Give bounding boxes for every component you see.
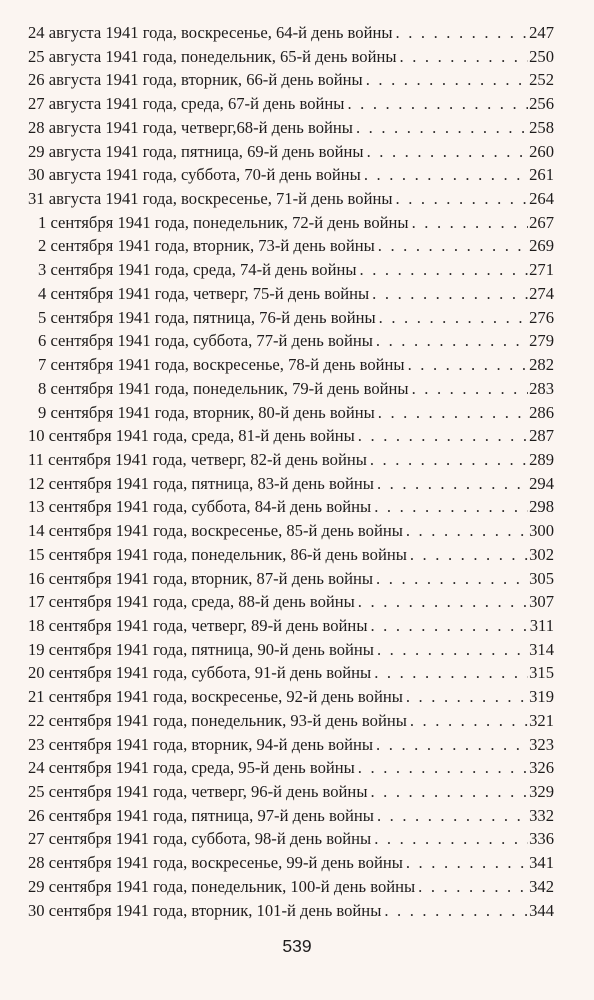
toc-entry-label: 27 августа 1941 года, среда, 67-й день войны bbox=[28, 94, 345, 114]
toc-entry bbox=[28, 804, 554, 828]
toc-entry-page: 326 bbox=[529, 758, 554, 778]
toc-dot-leader bbox=[408, 353, 529, 377]
toc-dot-leader bbox=[360, 258, 529, 282]
toc-dot-leader bbox=[358, 590, 528, 614]
toc-dot-leader bbox=[347, 92, 528, 116]
toc-entry-page: 252 bbox=[529, 70, 554, 90]
toc-entry bbox=[28, 424, 554, 448]
toc-entry-page: 282 bbox=[529, 355, 554, 375]
toc-entry bbox=[28, 377, 554, 401]
toc-entry-label: 28 сентября 1941 года, воскресенье, 99-й день войны bbox=[28, 853, 403, 873]
toc-entry-label: 3 сентября 1941 года, среда, 74-й день войны bbox=[38, 260, 357, 280]
toc-entry bbox=[28, 401, 554, 425]
toc-dot-leader bbox=[412, 211, 529, 235]
toc-entry bbox=[28, 519, 554, 543]
toc-entry bbox=[28, 68, 554, 92]
toc-dot-leader bbox=[406, 851, 528, 875]
toc-dot-leader bbox=[379, 306, 528, 330]
toc-dot-leader bbox=[370, 614, 528, 638]
toc-entry-page: 342 bbox=[529, 876, 554, 896]
toc-entry-page: 302 bbox=[529, 544, 554, 564]
toc-entry-page: 283 bbox=[529, 378, 554, 398]
toc-entry-label: 5 сентября 1941 года, пятница, 76-й день войны bbox=[38, 307, 376, 327]
toc-entry bbox=[28, 756, 554, 780]
toc-entry-page: 276 bbox=[529, 307, 554, 327]
toc-entry bbox=[28, 614, 554, 638]
toc-entry-page: 258 bbox=[529, 117, 554, 137]
toc-entry bbox=[28, 306, 554, 330]
toc-entry-page: 279 bbox=[529, 331, 554, 351]
toc-entry-page: 311 bbox=[529, 615, 554, 635]
toc-entry-label: 18 сентября 1941 года, четверг, 89-й день войны bbox=[28, 615, 368, 635]
toc-entry bbox=[28, 590, 554, 614]
toc-dot-leader bbox=[377, 638, 528, 662]
toc-entry-page: 329 bbox=[529, 782, 554, 801]
toc-dot-leader bbox=[378, 234, 528, 258]
toc-entry bbox=[28, 140, 554, 164]
toc-entry-page: 250 bbox=[529, 46, 554, 66]
toc-entry bbox=[28, 733, 554, 757]
toc-dot-leader bbox=[418, 875, 528, 899]
toc-entry-page: 300 bbox=[529, 521, 554, 541]
toc-entry-page: 323 bbox=[529, 734, 554, 754]
toc-entry-page: 289 bbox=[529, 449, 554, 469]
toc-dot-leader bbox=[366, 68, 528, 92]
toc-entry bbox=[28, 448, 554, 472]
toc-dot-leader bbox=[384, 899, 528, 923]
toc-entry bbox=[28, 899, 554, 923]
toc-entry-label: 7 сентября 1941 года, воскресенье, 78-й день войны bbox=[38, 355, 405, 375]
toc-entry bbox=[28, 685, 554, 709]
toc-dot-leader bbox=[377, 472, 528, 496]
toc-dot-leader bbox=[370, 780, 528, 804]
toc-entry bbox=[28, 851, 554, 875]
toc-entry-label: 21 сентября 1941 года, воскресенье, 92-й день войны bbox=[28, 687, 403, 707]
toc-entry bbox=[28, 638, 554, 662]
toc-entry bbox=[28, 211, 554, 235]
toc-entry-page: 269 bbox=[529, 236, 554, 256]
page-number: 539 bbox=[282, 936, 312, 956]
toc-entry-label: 26 августа 1941 года, вторник, 66-й день войны bbox=[28, 70, 363, 90]
toc-entry-label: 4 сентября 1941 года, четверг, 75-й день войны bbox=[38, 283, 370, 303]
toc-entry bbox=[28, 661, 554, 685]
toc-entry bbox=[28, 187, 554, 211]
toc-dot-leader bbox=[356, 116, 528, 140]
toc-entry bbox=[28, 827, 554, 851]
toc-entry-page: 271 bbox=[529, 260, 554, 280]
toc-entry-label: 6 сентября 1941 года, суббота, 77-й день войны bbox=[38, 331, 373, 351]
toc-entry-label: 2 сентября 1941 года, вторник, 73-й день войны bbox=[38, 236, 375, 256]
toc-dot-leader bbox=[410, 543, 528, 567]
toc-entry-page: 332 bbox=[529, 805, 554, 825]
toc-entry-page: 314 bbox=[529, 639, 554, 659]
toc-entry-page: 341 bbox=[529, 853, 554, 873]
toc-entry-label: 24 сентября 1941 года, среда, 95-й день войны bbox=[28, 758, 355, 778]
toc-dot-leader bbox=[358, 756, 528, 780]
toc-entry-label: 29 сентября 1941 года, понедельник, 100-й день войны bbox=[28, 876, 416, 896]
toc-entry bbox=[28, 495, 554, 519]
toc-entry-page: 267 bbox=[529, 212, 554, 232]
toc-entry-page: 321 bbox=[529, 710, 554, 730]
toc-entry bbox=[28, 21, 554, 45]
toc-entry bbox=[28, 875, 554, 899]
toc-dot-leader bbox=[396, 187, 529, 211]
toc-entry bbox=[28, 163, 554, 187]
toc-entry-label: 12 сентября 1941 года, пятница, 83-й день войны bbox=[28, 473, 374, 493]
toc-entry-label: 29 августа 1941 года, пятница, 69-й день войны bbox=[28, 141, 364, 161]
toc-entry-label: 24 августа 1941 года, воскресенье, 64-й день войны bbox=[28, 23, 393, 42]
toc-entry bbox=[28, 472, 554, 496]
toc-dot-leader bbox=[376, 567, 528, 591]
toc-dot-leader bbox=[374, 495, 528, 519]
toc-entry-page: 294 bbox=[529, 473, 554, 493]
toc-entry-label: 25 августа 1941 года, понедельник, 65-й день войны bbox=[28, 46, 397, 66]
toc-entry-label: 17 сентября 1941 года, среда, 88-й день войны bbox=[28, 592, 355, 612]
toc-entry-page: 315 bbox=[529, 663, 554, 683]
toc-entry-page: 287 bbox=[529, 426, 554, 446]
toc-dot-leader bbox=[372, 282, 528, 306]
toc-entry-page: 298 bbox=[529, 497, 554, 517]
toc-entry-page: 344 bbox=[529, 900, 554, 920]
toc-entry bbox=[28, 709, 554, 733]
toc-entry-label: 10 сентября 1941 года, среда, 81-й день войны bbox=[28, 426, 355, 446]
toc-entry-label: 27 сентября 1941 года, суббота, 98-й день войны bbox=[28, 829, 372, 849]
toc-entry bbox=[28, 543, 554, 567]
toc-dot-leader bbox=[376, 329, 528, 353]
toc-entry bbox=[28, 45, 554, 69]
toc-entry-page: 286 bbox=[529, 402, 554, 422]
toc-entry bbox=[28, 353, 554, 377]
toc-entry-label: 26 сентября 1941 года, пятница, 97-й день войны bbox=[28, 805, 374, 825]
toc-entry-label: 25 сентября 1941 года, четверг, 96-й день войны bbox=[28, 782, 368, 801]
toc-entry-page: 247 bbox=[529, 23, 554, 42]
toc-entry-label: 8 сентября 1941 года, понедельник, 79-й день войны bbox=[38, 378, 409, 398]
toc-entry-label: 15 сентября 1941 года, понедельник, 86-й день войны bbox=[28, 544, 407, 564]
toc-entry bbox=[28, 92, 554, 116]
toc-dot-leader bbox=[376, 733, 528, 757]
toc-entry-label: 16 сентября 1941 года, вторник, 87-й день войны bbox=[28, 568, 374, 588]
toc-entry-label: 30 августа 1941 года, суббота, 70-й день войны bbox=[28, 165, 361, 185]
toc-entry bbox=[28, 282, 554, 306]
toc-entry bbox=[28, 234, 554, 258]
toc-entry-page: 319 bbox=[529, 687, 554, 707]
toc-entry-label: 30 сентября 1941 года, вторник, 101-й день войны bbox=[28, 900, 382, 920]
toc-entry-page: 307 bbox=[529, 592, 554, 612]
toc-dot-leader bbox=[378, 401, 528, 425]
toc-entry bbox=[28, 567, 554, 591]
toc-entry-page: 336 bbox=[529, 829, 554, 849]
toc-entry bbox=[28, 258, 554, 282]
toc-entry-page: 261 bbox=[529, 165, 554, 185]
toc-dot-leader bbox=[396, 21, 529, 45]
toc-dot-leader bbox=[406, 519, 528, 543]
toc-entry-page: 260 bbox=[529, 141, 554, 161]
toc-dot-leader bbox=[400, 45, 529, 69]
toc-dot-leader bbox=[412, 377, 529, 401]
toc-entry-label: 1 сентября 1941 года, понедельник, 72-й день войны bbox=[38, 212, 409, 232]
toc-dot-leader bbox=[374, 827, 528, 851]
toc-dot-leader bbox=[367, 140, 529, 164]
toc-entry-page: 256 bbox=[529, 94, 554, 114]
toc-dot-leader bbox=[364, 163, 528, 187]
toc-entry bbox=[28, 780, 554, 804]
toc-entry-label: 9 сентября 1941 года, вторник, 80-й день войны bbox=[38, 402, 375, 422]
toc-dot-leader bbox=[358, 424, 528, 448]
toc-entry-label: 14 сентября 1941 года, воскресенье, 85-й день войны bbox=[28, 521, 403, 541]
toc-entry-label: 20 сентября 1941 года, суббота, 91-й день войны bbox=[28, 663, 372, 683]
toc-dot-leader bbox=[374, 661, 528, 685]
toc-dot-leader bbox=[370, 448, 528, 472]
toc-dot-leader bbox=[406, 685, 528, 709]
toc-entry bbox=[28, 329, 554, 353]
toc-entry-label: 23 сентября 1941 года, вторник, 94-й день войны bbox=[28, 734, 374, 754]
table-of-contents bbox=[28, 21, 554, 922]
toc-entry-label: 11 сентября 1941 года, четверг, 82-й день войны bbox=[28, 449, 367, 469]
toc-entry-label: 13 сентября 1941 года, суббота, 84-й день войны bbox=[28, 497, 372, 517]
toc-entry-label: 22 сентября 1941 года, понедельник, 93-й день войны bbox=[28, 710, 407, 730]
toc-entry-page: 264 bbox=[529, 189, 554, 209]
toc-entry-page: 305 bbox=[529, 568, 554, 588]
toc-dot-leader bbox=[377, 804, 528, 828]
toc-dot-leader bbox=[410, 709, 528, 733]
toc-entry-label: 19 сентября 1941 года, пятница, 90-й день войны bbox=[28, 639, 374, 659]
toc-entry bbox=[28, 116, 554, 140]
toc-entry-label: 31 августа 1941 года, воскресенье, 71-й день войны bbox=[28, 189, 393, 209]
toc-entry-label: 28 августа 1941 года, четверг,68-й день войны bbox=[28, 117, 353, 137]
toc-entry-page: 274 bbox=[529, 283, 554, 303]
